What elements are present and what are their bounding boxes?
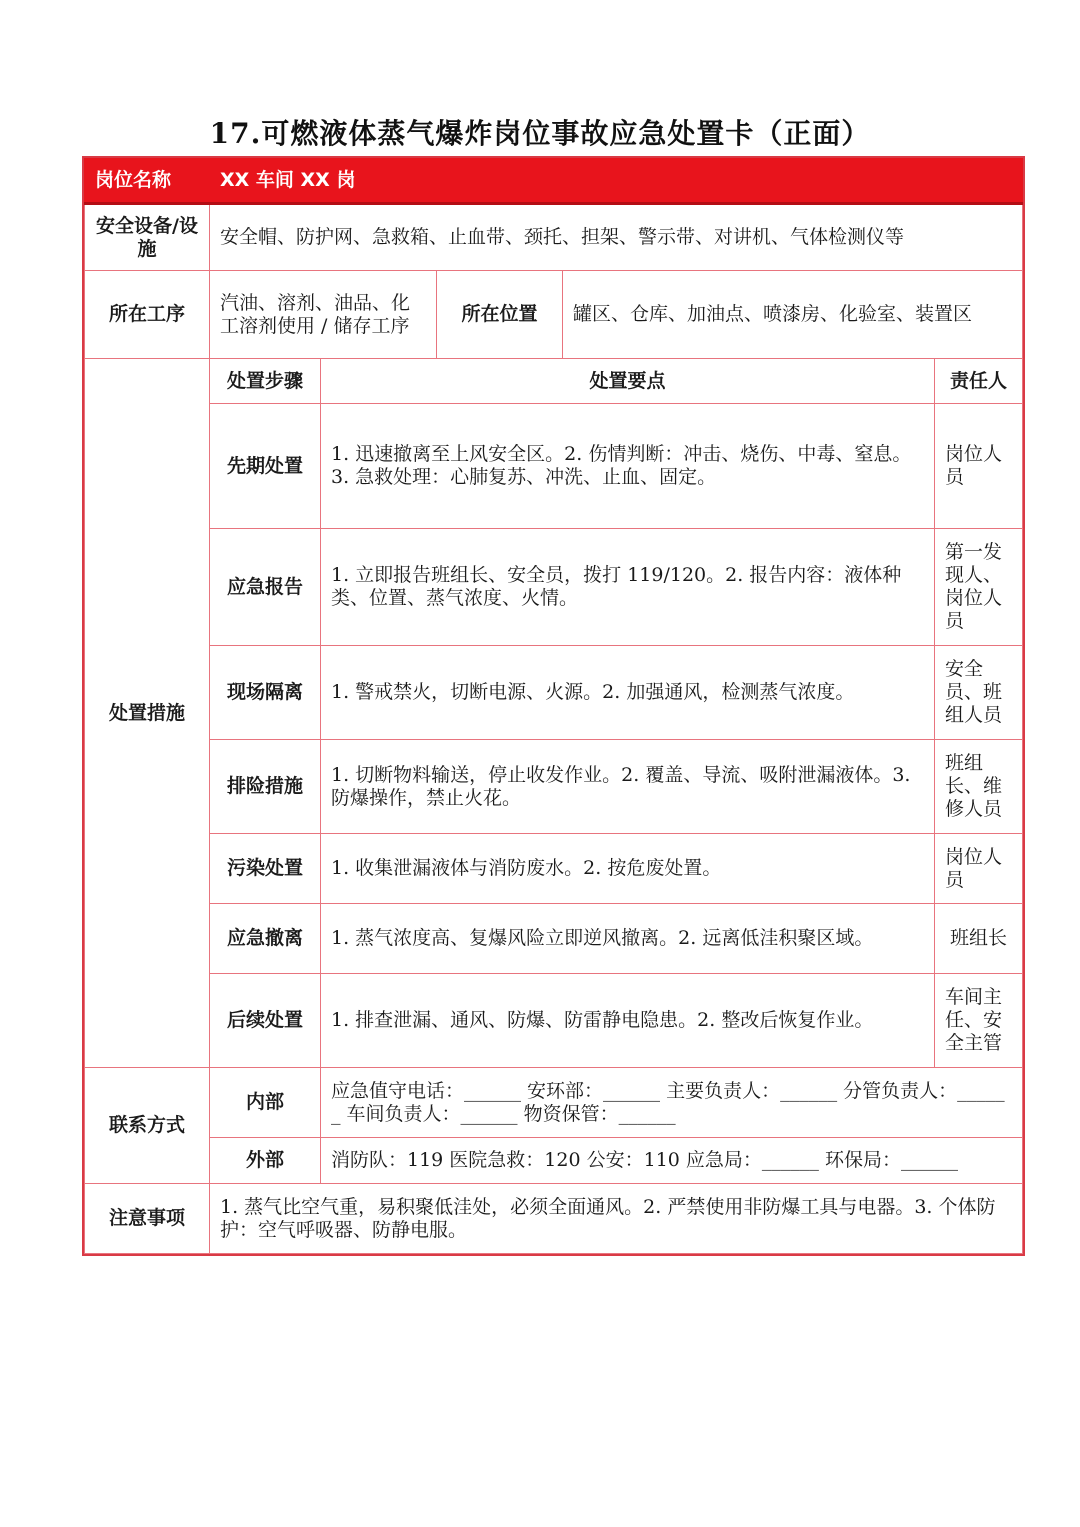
process-label: 所在工序 <box>85 271 210 359</box>
measure-step: 排险措施 <box>210 740 321 834</box>
post-name-value: XX 车间 XX 岗 <box>210 159 1023 204</box>
contact-internal-value: 应急值守电话：______ 安环部：______ 主要负责人：______ 分管负责人：______ 车间负责人：______ 物资保管：______ <box>321 1068 1023 1138</box>
emergency-card-table <box>84 158 1023 1254</box>
measure-row <box>85 404 1023 529</box>
safety-row <box>85 204 1023 271</box>
measure-step: 应急报告 <box>210 529 321 646</box>
measure-row <box>85 974 1023 1068</box>
measure-step: 先期处置 <box>210 404 321 529</box>
measure-points: 1. 警戒禁火，切断电源、火源。2. 加强通风，检测蒸气浓度。 <box>321 646 935 740</box>
process-value: 汽油、溶剂、油品、化工溶剂使用 / 储存工序 <box>210 271 437 359</box>
measure-points: 1. 收集泄漏液体与消防废水。2. 按危废处置。 <box>321 834 935 904</box>
col-step-header: 处置步骤 <box>210 359 321 404</box>
notes-value: 1. 蒸气比空气重，易积聚低洼处，必须全面通风。2. 严禁使用非防爆工具与电器。3. 个体防护：空气呼吸器、防静电服。 <box>210 1184 1023 1254</box>
page-title: 17.可燃液体蒸气爆炸岗位事故应急处置卡（正面） <box>209 117 871 150</box>
measures-label: 处置措施 <box>85 359 210 1068</box>
contact-external-label: 外部 <box>210 1138 321 1184</box>
measure-step: 污染处置 <box>210 834 321 904</box>
safety-label: 安全设备/设施 <box>85 204 210 271</box>
header-row <box>85 159 1023 204</box>
measure-row <box>85 740 1023 834</box>
notes-label: 注意事项 <box>85 1184 210 1254</box>
contact-internal-label: 内部 <box>210 1068 321 1138</box>
measure-step: 后续处置 <box>210 974 321 1068</box>
col-person-header: 责任人 <box>935 359 1023 404</box>
post-name-label: 岗位名称 <box>85 159 210 204</box>
contact-label: 联系方式 <box>85 1068 210 1184</box>
measure-row <box>85 529 1023 646</box>
col-points-header: 处置要点 <box>321 359 935 404</box>
contact-internal-row <box>85 1068 1023 1138</box>
measure-person: 岗位人员 <box>935 404 1023 529</box>
contact-external-row <box>85 1138 1023 1184</box>
measure-points: 1. 排查泄漏、通风、防爆、防雷静电隐患。2. 整改后恢复作业。 <box>321 974 935 1068</box>
measure-row <box>85 646 1023 740</box>
measures-header-row <box>85 359 1023 404</box>
notes-row <box>85 1184 1023 1254</box>
measure-person: 安全员、班组人员 <box>935 646 1023 740</box>
measure-points: 1. 立即报告班组长、安全员，拨打 119/120。2. 报告内容：液体种类、位置、蒸气浓度、火情。 <box>321 529 935 646</box>
measure-row <box>85 904 1023 974</box>
measure-step: 现场隔离 <box>210 646 321 740</box>
measure-points: 1. 切断物料输送，停止收发作业。2. 覆盖、导流、吸附泄漏液体。3. 防爆操作，禁止火花。 <box>321 740 935 834</box>
measure-person: 车间主任、安全主管 <box>935 974 1023 1068</box>
measure-person: 班组长 <box>935 904 1023 974</box>
measure-points: 1. 蒸气浓度高、复爆风险立即逆风撤离。2. 远离低洼积聚区域。 <box>321 904 935 974</box>
location-value: 罐区、仓库、加油点、喷漆房、化验室、装置区 <box>563 271 1023 359</box>
location-label: 所在位置 <box>437 271 563 359</box>
measure-person: 岗位人员 <box>935 834 1023 904</box>
measure-step: 应急撤离 <box>210 904 321 974</box>
measure-row <box>85 834 1023 904</box>
measure-points: 1. 迅速撤离至上风安全区。2. 伤情判断：冲击、烧伤、中毒、窒息。3. 急救处理：心肺复苏、冲洗、止血、固定。 <box>321 404 935 529</box>
safety-value: 安全帽、防护网、急救箱、止血带、颈托、担架、警示带、对讲机、气体检测仪等 <box>210 204 1023 271</box>
process-row <box>85 271 1023 359</box>
measure-person: 第一发现人、岗位人员 <box>935 529 1023 646</box>
measure-person: 班组长、维修人员 <box>935 740 1023 834</box>
contact-external-value: 消防队：119 医院急救：120 公安：110 应急局：______ 环保局：______ <box>321 1138 1023 1184</box>
